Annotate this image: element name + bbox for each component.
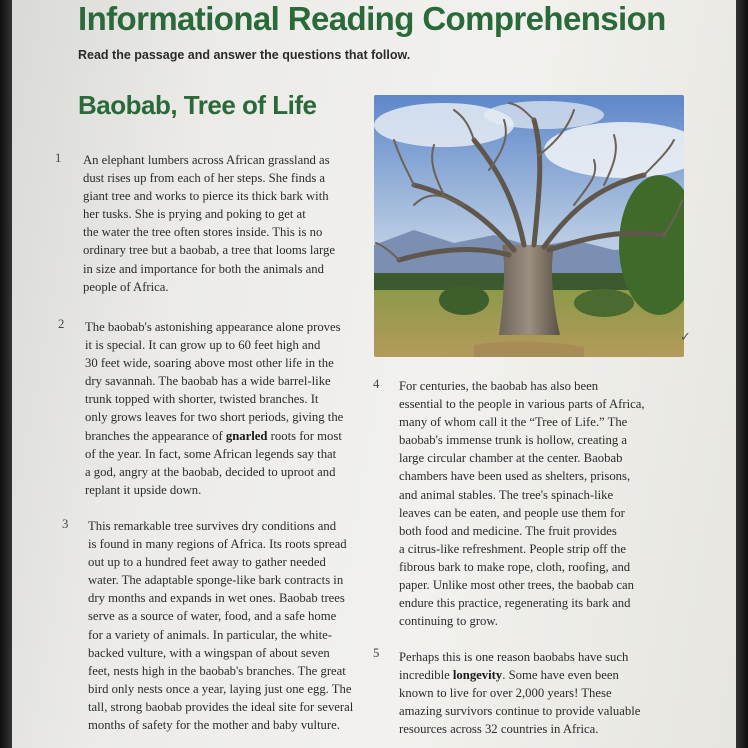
paragraph-line: backed vulture, with a wingspan of about seven [88, 645, 330, 660]
paragraph-number-2: 2 [58, 317, 65, 331]
paragraph-line: This remarkable tree survives dry conditions and [88, 519, 337, 533]
paragraph-number-5: 5 [373, 646, 380, 660]
paragraph-line: her tusks. She is prying and poking to get at [83, 207, 306, 222]
instructions: Read the passage and answer the questions that follow. [78, 48, 411, 62]
paragraph-line: 30 feet wide, soaring above most other life in the [85, 356, 334, 371]
paragraph-line: The baobab's astonishing appearance alone proves [85, 320, 341, 334]
paragraph-1 [83, 151, 373, 296]
paragraph-line: water. The adaptable sponge-like bark contracts in [88, 573, 344, 588]
paragraph-line: fibrous bark to make rope, cloth, roofing, and [399, 559, 631, 574]
paragraph-line [85, 427, 375, 445]
paragraph-line: tall, strong baobab provides the ideal site for several [88, 699, 354, 714]
paragraph-line: people of Africa. [83, 279, 169, 294]
margin-checkmark: ✓ [680, 330, 691, 345]
paragraph-line: endure this practice, regenerating its bark and [399, 596, 631, 611]
paragraph-line: Perhaps this is one reason baobabs have such [399, 650, 629, 664]
paragraph-line: and animal stables. The tree's spinach-like [399, 487, 614, 502]
line-text: . Some have even been [502, 668, 619, 683]
paragraph-line: is found in many regions of Africa. Its roots spread [88, 537, 347, 552]
paragraph-line: the water the tree often stores inside. This is no [83, 225, 323, 240]
paragraph-line: resources across 32 countries in Africa. [399, 722, 599, 737]
paragraph-4 [399, 377, 699, 630]
page-title: Informational Reading Comprehension [78, 0, 666, 37]
paragraph-line: leaves can be eaten, and people use them for [399, 505, 625, 520]
paragraph-line: baobab's immense trunk is hollow, creating a [399, 433, 628, 448]
paragraph-line: out up to a hundred feet away to gather needed [88, 555, 326, 570]
baobab-tree-photo [374, 95, 684, 357]
line-text: branches the appearance of [85, 428, 226, 443]
paragraph-line: of the year. In fact, some African legends say that [85, 446, 337, 461]
vocabulary-word: gnarled [225, 428, 268, 443]
paragraph-line: dust rises up from each of her steps. She finds a [83, 171, 326, 186]
screen-bezel-right [734, 0, 748, 748]
paragraph-line: bird only nests once a year, laying just one egg. The [88, 681, 352, 696]
paragraph-line: large circular chamber at the center. Baobab [399, 451, 623, 466]
paragraph-3 [88, 517, 383, 734]
paragraph-line: An elephant lumbers across African grassland as [83, 153, 330, 167]
paragraph-line: chambers have been used as shelters, prisons, [399, 469, 631, 484]
paragraph-2 [85, 318, 375, 499]
paragraph-line: For centuries, the baobab has also been [399, 379, 599, 393]
paragraph-line: dry savannah. The baobab has a wide barrel-like [85, 374, 331, 389]
paragraph-line: ordinary tree but a baobab, a tree that looms large [83, 243, 336, 258]
paragraph-line: essential to the people in various parts of Africa, [399, 397, 645, 412]
paragraph-line: it is special. It can grow up to 60 feet high and [85, 338, 321, 353]
paragraph-number-1: 1 [55, 151, 62, 165]
paragraph-line: only grows leaves for two short periods, giving the [85, 410, 344, 425]
paragraph-line: giant tree and works to pierce its thick bark with [83, 189, 329, 204]
paragraph-line: feet, nests high in the baobab's branches. The great [88, 663, 346, 678]
paragraph-line: a god, angry at the baobab, decided to uproot and [85, 464, 336, 479]
paragraph-line: many of whom call it the “Tree of Life.” The [399, 415, 628, 430]
vocabulary-word: longevity [452, 668, 503, 683]
paragraph-line [399, 666, 699, 684]
paragraph-5 [399, 648, 699, 738]
paragraph-line: for a variety of animals. In particular, the white- [88, 627, 332, 642]
line-text: roots for most [267, 428, 342, 443]
paragraph-line: trunk topped with shorter, twisted branches. It [85, 392, 319, 407]
paragraph-line: serve as a source of water, food, and a safe home [88, 609, 337, 624]
paragraph-line: replant it upside down. [85, 482, 202, 497]
passage-title: Baobab, Tree of Life [78, 90, 317, 120]
paragraph-line: both food and medicine. The fruit provides [399, 523, 617, 538]
paragraph-line: continuing to grow. [399, 614, 498, 629]
paragraph-line: paper. Unlike most other trees, the baobab can [399, 578, 634, 593]
paragraph-number-3: 3 [62, 517, 69, 531]
paragraph-line: known to live for over 2,000 years! These [399, 686, 612, 701]
paragraph-line: a citrus-like refreshment. People strip off the [399, 541, 627, 556]
paragraph-line: in size and importance for both the animals and [83, 261, 324, 276]
paragraph-line: amazing survivors continue to provide valuable [399, 704, 641, 719]
line-text: incredible [399, 668, 453, 683]
paragraph-number-4: 4 [373, 377, 380, 391]
paragraph-line: months of safety for the mother and baby vulture. [88, 718, 340, 733]
paragraph-line: dry months and expands in wet ones. Baobab trees [88, 591, 345, 606]
